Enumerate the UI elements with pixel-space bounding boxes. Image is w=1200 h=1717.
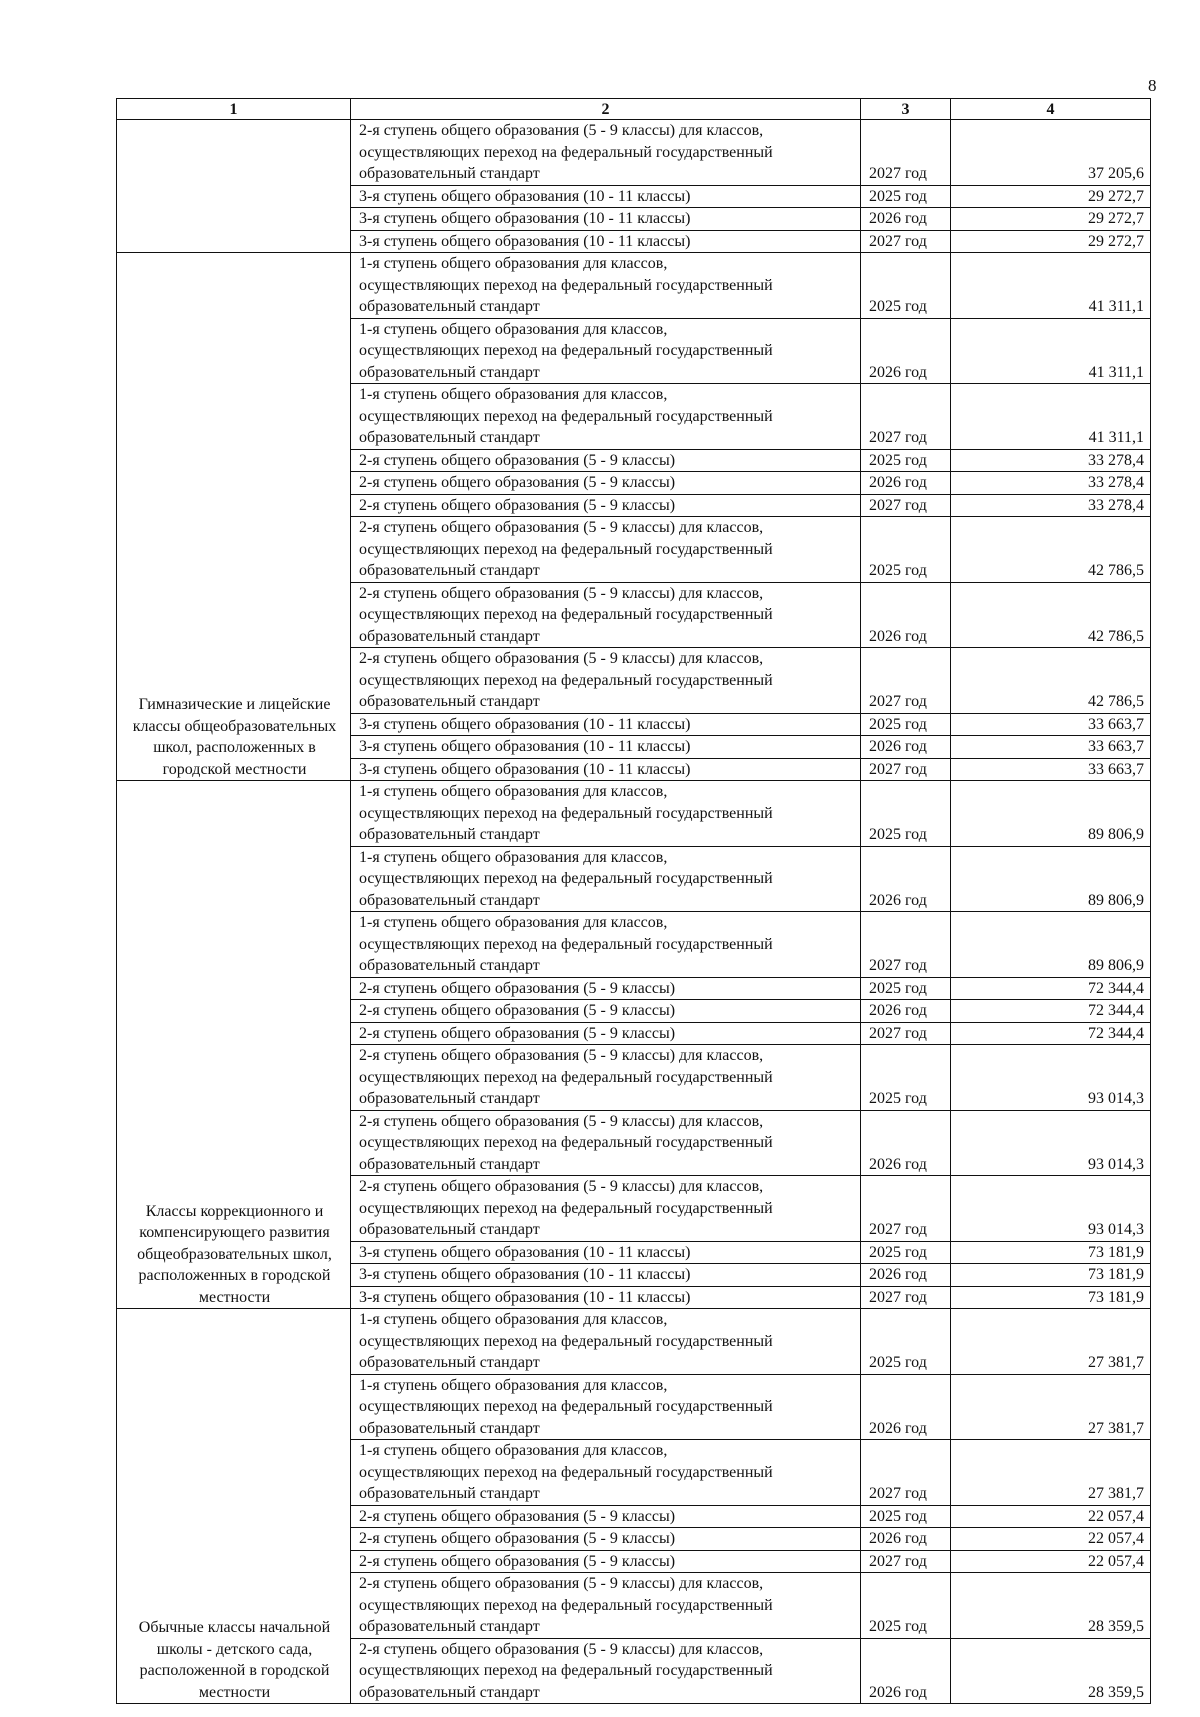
value-cell: 89 806,9 (951, 781, 1151, 847)
value-cell: 27 381,7 (951, 1440, 1151, 1506)
level-cell: 3-я ступень общего образования (10 - 11 классы) (351, 1264, 861, 1287)
tariff-table (116, 98, 1151, 1704)
year-cell: 2027 год (861, 1286, 951, 1309)
year-cell: 2025 год (861, 449, 951, 472)
level-cell: 2-я ступень общего образования (5 - 9 классы) (351, 1000, 861, 1023)
level-cell: 1-я ступень общего образования для классов, осуществляющих переход на федеральный государственный образовательный стандарт (351, 253, 861, 319)
value-cell: 29 272,7 (951, 185, 1151, 208)
year-cell: 2025 год (861, 1573, 951, 1639)
level-cell: 2-я ступень общего образования (5 - 9 классы) для классов, осуществляющих переход на федеральный государственный образовательный стандарт (351, 1638, 861, 1704)
table-row (117, 1309, 1151, 1375)
year-cell: 2027 год (861, 648, 951, 714)
column-header-4: 4 (951, 99, 1151, 120)
year-cell: 2025 год (861, 781, 951, 847)
level-cell: 2-я ступень общего образования (5 - 9 классы) для классов, осуществляющих переход на федеральный государственный образовательный стандарт (351, 517, 861, 583)
value-cell: 72 344,4 (951, 1022, 1151, 1045)
year-cell: 2026 год (861, 1110, 951, 1176)
year-cell: 2026 год (861, 846, 951, 912)
category-cell: Классы коррекционного и компенсирующего развития общеобразовательных школ, расположенных в городской местности (117, 781, 351, 1309)
page-number: 8 (1148, 76, 1157, 95)
level-cell: 2-я ступень общего образования (5 - 9 классы) (351, 1550, 861, 1573)
value-cell: 33 663,7 (951, 713, 1151, 736)
value-cell: 27 381,7 (951, 1309, 1151, 1375)
value-cell: 93 014,3 (951, 1176, 1151, 1242)
year-cell: 2026 год (861, 582, 951, 648)
year-cell: 2025 год (861, 517, 951, 583)
column-header-1: 1 (117, 99, 351, 120)
year-cell: 2027 год (861, 120, 951, 186)
level-cell: 1-я ступень общего образования для классов, осуществляющих переход на федеральный государственный образовательный стандарт (351, 384, 861, 450)
value-cell: 89 806,9 (951, 846, 1151, 912)
year-cell: 2027 год (861, 230, 951, 253)
value-cell: 33 663,7 (951, 758, 1151, 781)
level-cell: 3-я ступень общего образования (10 - 11 классы) (351, 230, 861, 253)
year-cell: 2025 год (861, 185, 951, 208)
year-cell: 2027 год (861, 1176, 951, 1242)
value-cell: 41 311,1 (951, 318, 1151, 384)
level-cell: 1-я ступень общего образования для классов, осуществляющих переход на федеральный государственный образовательный стандарт (351, 781, 861, 847)
level-cell: 1-я ступень общего образования для классов, осуществляющих переход на федеральный государственный образовательный стандарт (351, 1309, 861, 1375)
year-cell: 2026 год (861, 318, 951, 384)
year-cell: 2027 год (861, 1022, 951, 1045)
value-cell: 89 806,9 (951, 912, 1151, 978)
value-cell: 42 786,5 (951, 582, 1151, 648)
value-cell: 22 057,4 (951, 1528, 1151, 1551)
year-cell: 2026 год (861, 472, 951, 495)
value-cell: 42 786,5 (951, 517, 1151, 583)
value-cell: 41 311,1 (951, 253, 1151, 319)
level-cell: 2-я ступень общего образования (5 - 9 классы) для классов, осуществляющих переход на федеральный государственный образовательный стандарт (351, 648, 861, 714)
level-cell: 3-я ступень общего образования (10 - 11 классы) (351, 208, 861, 231)
value-cell: 72 344,4 (951, 1000, 1151, 1023)
value-cell: 27 381,7 (951, 1374, 1151, 1440)
level-cell: 3-я ступень общего образования (10 - 11 классы) (351, 1241, 861, 1264)
year-cell: 2026 год (861, 1264, 951, 1287)
year-cell: 2027 год (861, 758, 951, 781)
year-cell: 2027 год (861, 1440, 951, 1506)
value-cell: 33 278,4 (951, 449, 1151, 472)
year-cell: 2025 год (861, 1309, 951, 1375)
value-cell: 22 057,4 (951, 1550, 1151, 1573)
year-cell: 2027 год (861, 1550, 951, 1573)
value-cell: 29 272,7 (951, 208, 1151, 231)
level-cell: 2-я ступень общего образования (5 - 9 классы) (351, 472, 861, 495)
level-cell: 1-я ступень общего образования для классов, осуществляющих переход на федеральный государственный образовательный стандарт (351, 846, 861, 912)
year-cell: 2026 год (861, 1528, 951, 1551)
level-cell: 2-я ступень общего образования (5 - 9 классы) (351, 977, 861, 1000)
table-row (117, 253, 1151, 319)
level-cell: 3-я ступень общего образования (10 - 11 классы) (351, 713, 861, 736)
level-cell: 2-я ступень общего образования (5 - 9 классы) (351, 1528, 861, 1551)
year-cell: 2025 год (861, 977, 951, 1000)
level-cell: 2-я ступень общего образования (5 - 9 классы) для классов, осуществляющих переход на федеральный государственный образовательный стандарт (351, 1045, 861, 1111)
value-cell: 28 359,5 (951, 1573, 1151, 1639)
year-cell: 2025 год (861, 1505, 951, 1528)
level-cell: 3-я ступень общего образования (10 - 11 классы) (351, 758, 861, 781)
value-cell: 72 344,4 (951, 977, 1151, 1000)
year-cell: 2025 год (861, 713, 951, 736)
value-cell: 93 014,3 (951, 1110, 1151, 1176)
value-cell: 33 278,4 (951, 494, 1151, 517)
year-cell: 2025 год (861, 1241, 951, 1264)
year-cell: 2026 год (861, 736, 951, 759)
level-cell: 3-я ступень общего образования (10 - 11 классы) (351, 736, 861, 759)
value-cell: 73 181,9 (951, 1286, 1151, 1309)
year-cell: 2027 год (861, 384, 951, 450)
value-cell: 22 057,4 (951, 1505, 1151, 1528)
level-cell: 3-я ступень общего образования (10 - 11 классы) (351, 1286, 861, 1309)
level-cell: 2-я ступень общего образования (5 - 9 классы) для классов, осуществляющих переход на федеральный государственный образовательный стандарт (351, 1573, 861, 1639)
level-cell: 3-я ступень общего образования (10 - 11 классы) (351, 185, 861, 208)
header-row (117, 99, 1151, 120)
category-cell: Гимназические и лицейские классы общеобразовательных школ, расположенных в городской местности (117, 253, 351, 781)
year-cell: 2026 год (861, 1374, 951, 1440)
year-cell: 2025 год (861, 253, 951, 319)
level-cell: 2-я ступень общего образования (5 - 9 классы) (351, 1022, 861, 1045)
level-cell: 2-я ступень общего образования (5 - 9 классы) (351, 494, 861, 517)
level-cell: 1-я ступень общего образования для классов, осуществляющих переход на федеральный государственный образовательный стандарт (351, 1374, 861, 1440)
level-cell: 1-я ступень общего образования для классов, осуществляющих переход на федеральный государственный образовательный стандарт (351, 318, 861, 384)
value-cell: 28 359,5 (951, 1638, 1151, 1704)
year-cell: 2027 год (861, 494, 951, 517)
level-cell: 2-я ступень общего образования (5 - 9 классы) для классов, осуществляющих переход на федеральный государственный образовательный стандарт (351, 1176, 861, 1242)
column-header-2: 2 (351, 99, 861, 120)
level-cell: 2-я ступень общего образования (5 - 9 классы) (351, 1505, 861, 1528)
column-header-3: 3 (861, 99, 951, 120)
value-cell: 42 786,5 (951, 648, 1151, 714)
year-cell: 2027 год (861, 912, 951, 978)
value-cell: 33 278,4 (951, 472, 1151, 495)
value-cell: 41 311,1 (951, 384, 1151, 450)
table-body (117, 120, 1151, 1704)
level-cell: 2-я ступень общего образования (5 - 9 классы) (351, 449, 861, 472)
level-cell: 1-я ступень общего образования для классов, осуществляющих переход на федеральный государственный образовательный стандарт (351, 912, 861, 978)
category-cell (117, 120, 351, 253)
level-cell: 2-я ступень общего образования (5 - 9 классы) для классов, осуществляющих переход на федеральный государственный образовательный стандарт (351, 582, 861, 648)
level-cell: 2-я ступень общего образования (5 - 9 классы) для классов, осуществляющих переход на федеральный государственный образовательный стандарт (351, 120, 861, 186)
year-cell: 2026 год (861, 1638, 951, 1704)
value-cell: 29 272,7 (951, 230, 1151, 253)
table-row (117, 781, 1151, 847)
level-cell: 2-я ступень общего образования (5 - 9 классы) для классов, осуществляющих переход на федеральный государственный образовательный стандарт (351, 1110, 861, 1176)
value-cell: 73 181,9 (951, 1241, 1151, 1264)
value-cell: 93 014,3 (951, 1045, 1151, 1111)
level-cell: 1-я ступень общего образования для классов, осуществляющих переход на федеральный государственный образовательный стандарт (351, 1440, 861, 1506)
value-cell: 73 181,9 (951, 1264, 1151, 1287)
year-cell: 2026 год (861, 208, 951, 231)
year-cell: 2025 год (861, 1045, 951, 1111)
category-cell: Обычные классы начальной школы - детского сада, расположенной в городской местности (117, 1309, 351, 1704)
year-cell: 2026 год (861, 1000, 951, 1023)
value-cell: 37 205,6 (951, 120, 1151, 186)
value-cell: 33 663,7 (951, 736, 1151, 759)
table-row (117, 120, 1151, 186)
